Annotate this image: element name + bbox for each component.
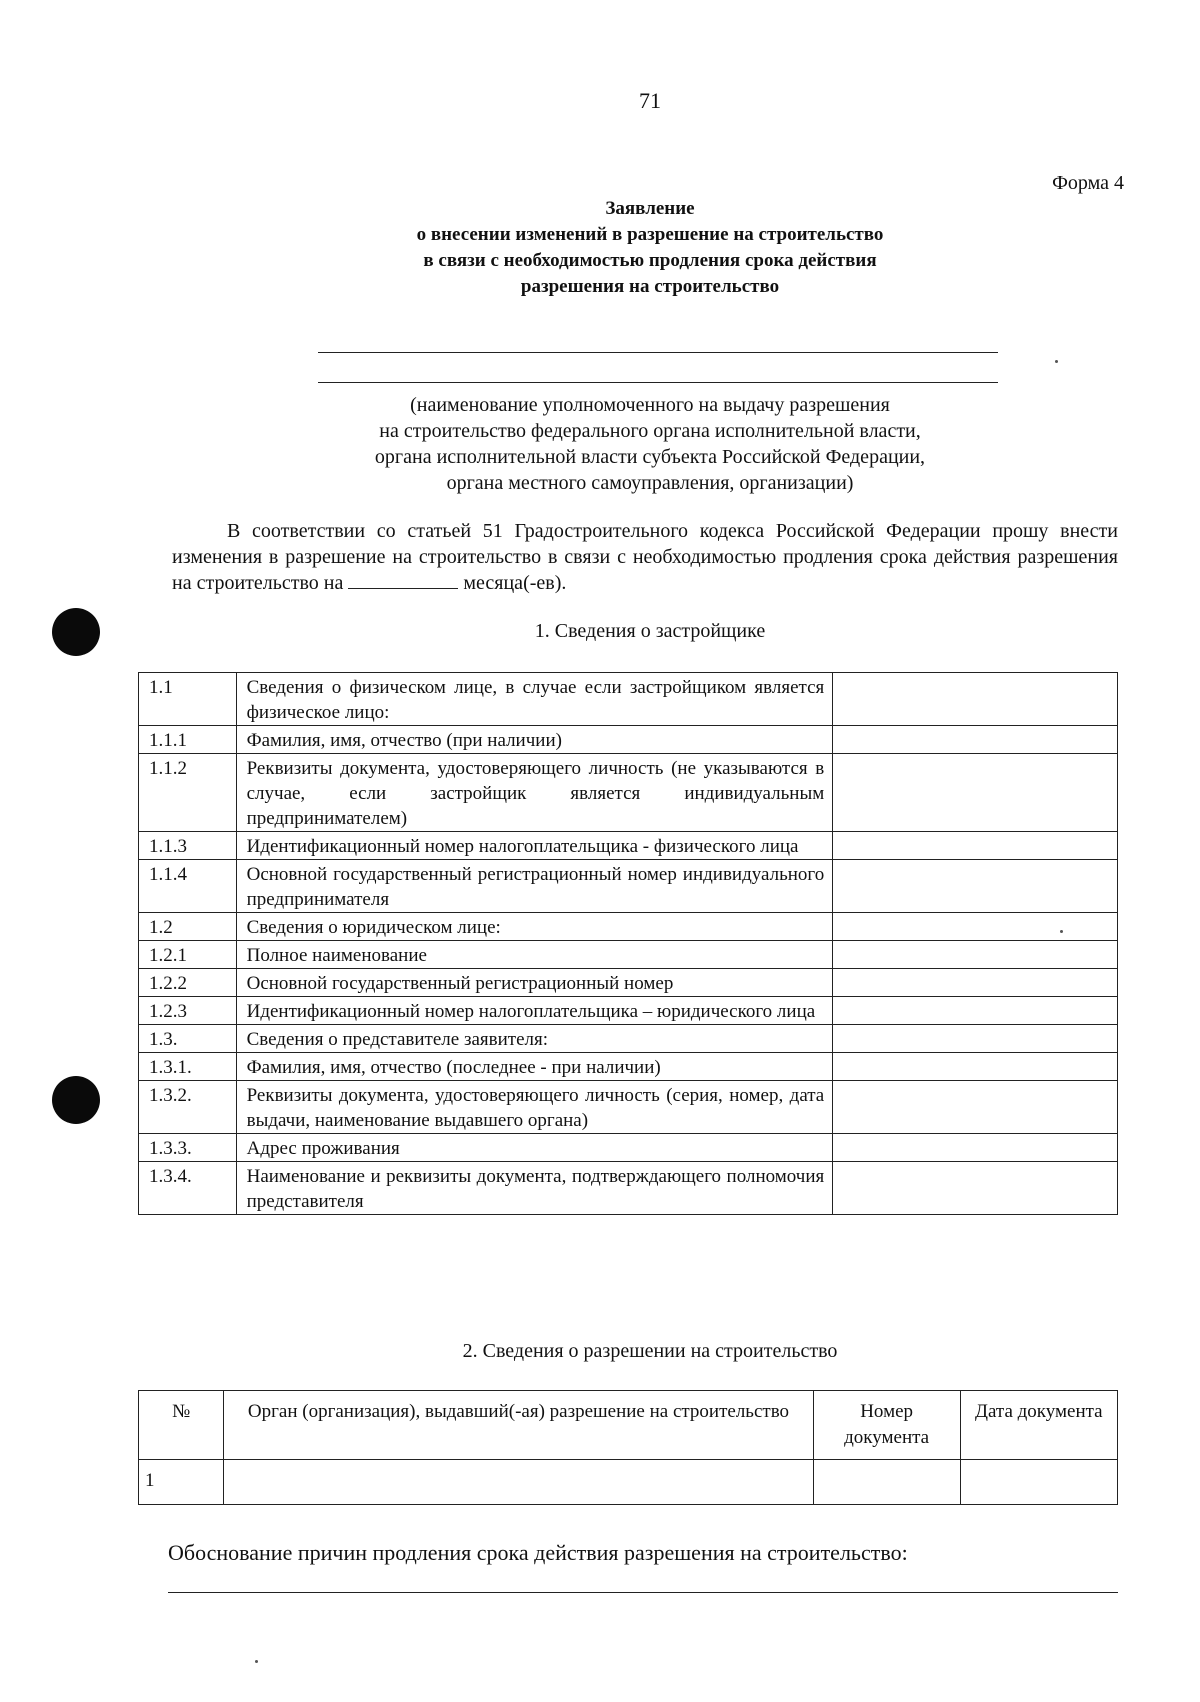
- row-value-cell[interactable]: [833, 726, 1118, 754]
- title-line: о внесении изменений в разрешение на строительство: [416, 224, 884, 245]
- scan-speck: [1060, 930, 1063, 933]
- request-paragraph: [172, 518, 1118, 596]
- section2-title: 2. Сведения о разрешении на строительство: [462, 1340, 838, 1362]
- authority-line-1[interactable]: [318, 352, 998, 353]
- row-value-cell[interactable]: [833, 997, 1118, 1025]
- header-doc-number: Номер документа: [813, 1391, 960, 1460]
- row-number: 1.1.2: [139, 754, 237, 832]
- header-number: №: [139, 1391, 224, 1460]
- request-text: В соответствии со статьей 51 Градостроительного кодекса Российской Федерации прошу внести изменения в разрешение на строительство в связи с необходимостью продления срока действия разрешения на строительство на: [172, 520, 1118, 594]
- row-number: 1.1.4: [139, 860, 237, 913]
- table-row: [139, 1053, 1118, 1081]
- table-row: [139, 913, 1118, 941]
- table-row: [139, 832, 1118, 860]
- caption-line: (наименование уполномоченного на выдачу разрешения: [410, 394, 890, 416]
- row-description: Наименование и реквизиты документа, подтверждающего полномочия представителя: [236, 1162, 833, 1215]
- reasons-label: Обоснование причин продления срока действия разрешения на строительство:: [168, 1540, 908, 1565]
- row-number: 1.2.1: [139, 941, 237, 969]
- row-description: Сведения о представителе заявителя:: [236, 1025, 833, 1053]
- row-number: 1.2.2: [139, 969, 237, 997]
- row-number: 1.2: [139, 913, 237, 941]
- row-value-cell[interactable]: [833, 1025, 1118, 1053]
- row-description: Основной государственный регистрационный номер индивидуального предпринимателя: [236, 860, 833, 913]
- table-row: [139, 941, 1118, 969]
- table-row: [139, 969, 1118, 997]
- title-line: в связи с необходимостью продления срока действия: [423, 250, 877, 271]
- row-number: 1.2.3: [139, 997, 237, 1025]
- row-value-cell[interactable]: [833, 969, 1118, 997]
- request-text-end: месяца(-ев).: [463, 572, 567, 594]
- table-row: [139, 1081, 1118, 1134]
- document-title: [290, 196, 1010, 300]
- header-doc-date: Дата документа: [960, 1391, 1117, 1460]
- caption-line: органа исполнительной власти субъекта Российской Федерации,: [374, 446, 926, 468]
- row-description: Фамилия, имя, отчество (при наличии): [236, 726, 833, 754]
- row-description: Сведения о физическом лице, в случае если застройщиком является физическое лицо:: [236, 673, 833, 726]
- authority-cell[interactable]: [224, 1460, 813, 1505]
- row-number: 1.3.: [139, 1025, 237, 1053]
- row-value-cell[interactable]: [833, 673, 1118, 726]
- row-value-cell[interactable]: [833, 754, 1118, 832]
- form-label: Форма 4: [1052, 172, 1124, 194]
- caption-line: на строительство федерального органа исполнительной власти,: [379, 420, 921, 442]
- row-description: Адрес проживания: [236, 1134, 833, 1162]
- row-number: 1.3.4.: [139, 1162, 237, 1215]
- developer-info-table: [138, 672, 1118, 1215]
- table-row: [139, 1162, 1118, 1215]
- row-description: Основной государственный регистрационный номер: [236, 969, 833, 997]
- row-description: Сведения о юридическом лице:: [236, 913, 833, 941]
- header-authority: Орган (организация), выдавший(-ая) разрешение на строительство: [224, 1391, 813, 1460]
- reasons-line[interactable]: [168, 1592, 1118, 1593]
- row-value-cell[interactable]: [833, 1053, 1118, 1081]
- row-value-cell[interactable]: [833, 913, 1118, 941]
- scan-speck: [1055, 360, 1058, 363]
- caption-line: органа местного самоуправления, организации): [446, 472, 854, 494]
- row-number: 1.1.3: [139, 832, 237, 860]
- row-value-cell[interactable]: [833, 1081, 1118, 1134]
- doc-number-cell[interactable]: [813, 1460, 960, 1505]
- table-row: [139, 726, 1118, 754]
- title-line: разрешения на строительство: [520, 276, 780, 297]
- table-row: [139, 673, 1118, 726]
- table-row: [139, 1460, 1118, 1505]
- row-value-cell[interactable]: [833, 832, 1118, 860]
- table-row: [139, 1134, 1118, 1162]
- row-description: Реквизиты документа, удостоверяющего личность (не указываются в случае, если застройщик является индивидуальным предпринимателем): [236, 754, 833, 832]
- row-number: 1.1.1: [139, 726, 237, 754]
- row-description: Полное наименование: [236, 941, 833, 969]
- row-description: Фамилия, имя, отчество (последнее - при наличии): [236, 1053, 833, 1081]
- section1-title: 1. Сведения о застройщике: [534, 620, 766, 642]
- punch-hole: [52, 1076, 100, 1124]
- page-number: 71: [639, 88, 661, 113]
- table-row: [139, 754, 1118, 832]
- row-value-cell[interactable]: [833, 941, 1118, 969]
- row-number: 1.3.1.: [139, 1053, 237, 1081]
- row-number: 1.3.3.: [139, 1134, 237, 1162]
- authority-line-2[interactable]: [318, 382, 998, 383]
- row-value-cell[interactable]: [833, 860, 1118, 913]
- row-number: 1: [139, 1460, 224, 1505]
- title-line: Заявление: [605, 198, 695, 219]
- table-row: [139, 860, 1118, 913]
- scan-speck: [255, 1660, 258, 1663]
- authority-caption: [300, 392, 1000, 496]
- row-description: Реквизиты документа, удостоверяющего личность (серия, номер, дата выдачи, наименование выдавшего органа): [236, 1081, 833, 1134]
- row-value-cell[interactable]: [833, 1134, 1118, 1162]
- punch-hole: [52, 608, 100, 656]
- row-description: Идентификационный номер налогоплательщика – юридического лица: [236, 997, 833, 1025]
- table-row: [139, 997, 1118, 1025]
- row-value-cell[interactable]: [833, 1162, 1118, 1215]
- permit-info-table: [138, 1390, 1118, 1505]
- row-description: Идентификационный номер налогоплательщика - физического лица: [236, 832, 833, 860]
- table-row: [139, 1025, 1118, 1053]
- doc-date-cell[interactable]: [960, 1460, 1117, 1505]
- row-number: 1.3.2.: [139, 1081, 237, 1134]
- months-blank[interactable]: [348, 570, 458, 589]
- row-number: 1.1: [139, 673, 237, 726]
